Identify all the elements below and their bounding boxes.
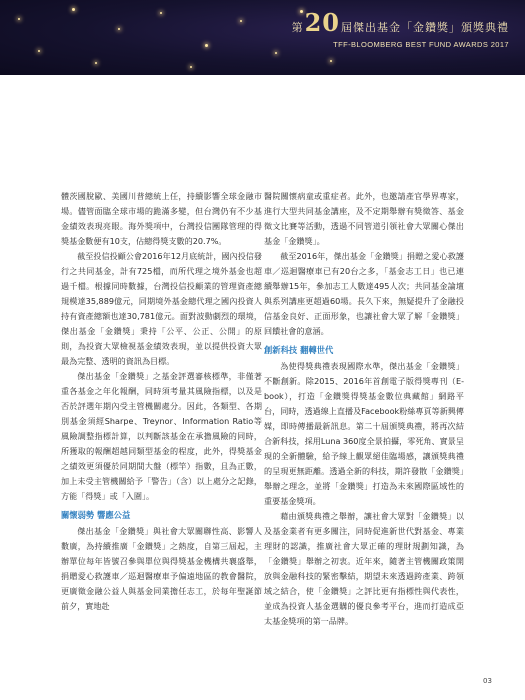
section-heading: 關懷弱勢 響應公益 (61, 510, 131, 520)
title-suffix: 屆傑出基金「金鑽獎」頒獎典禮 (341, 21, 509, 34)
header-banner (0, 0, 525, 75)
section-heading: 創新科技 翻轉世代 (264, 345, 334, 355)
paragraph: 醫院關懷病童或重症者。此外，也邀請產官學界專家，進行大型共同基金講座，及不定期舉辦有獎徵答、基金徵文比賽等活動，透過不同管道引領社會大眾關心傑出基金「金鑽獎」。 (264, 191, 464, 246)
title-prefix: 第 (291, 21, 304, 34)
paragraph: 傑出基金「金鑽獎」之基金評選審核標準，非僅著重各基金之年化報酬，同時須考量其風險指標，以及是否於評選年期內受主管機關處分。因此，各類型、各期別基金須經Sharpe、Treynor、Information Ratio等風險調整指標計算，以判斷該基金在承擔風險的同時，所獲取的報酬超越同類型基金的程度，此外，得獎基金之績效更須優於同期間大盤（標竿）指數，且為正數，加上未受主管機關給予「警告」（含）以上處分之記錄，方能「得獎」或「入圍」。 (61, 371, 262, 501)
award-subtitle: TFF-BLOOMBERG BEST FUND AWARDS 2017 (333, 40, 509, 49)
page-number: 03 (483, 677, 492, 685)
left-column (61, 189, 262, 614)
edition-number: 20 (304, 8, 340, 37)
paragraph: 體茨國脫歐、美國川普總統上任，持續影響全球金融市場。儘管面臨全球市場的跪滿多變，但台灣仍有不少基金績效表現亮眼。海外獎項中，台灣投信團隊管理的得獎基金數便有10支，佔總得獎支數的20.7%。 (61, 191, 262, 246)
paragraph: 截至投信投顧公會2016年12月底統計，國內投信發行之共同基金，計有725檔，而所代理之境外基金也超過千檔。根據同時數據，台灣投信投顧業的管理資產總規模達35,889億元，同期境外基金總代理之國內投資人持有資產總額也達30,781億元。面對波動劇烈的環境，傑出基金「金鑽獎」秉持「公平、公正、公開」的原則，為投資大眾檢視基金績效表現，並以提供投資大眾最為完整、透明的資訊為目標。 (61, 251, 262, 366)
paragraph: 傑出基金「金鑽獎」與社會大眾關聯性高、影響人數廣，為持續推廣「金鑽獎」之熱度，自第三屆起，主辦單位每年皆號召參與單位與得獎基金機構共襄盛舉，捐贈愛心救護車／巡迴醫療車予偏遠地區的教會醫院，更廣徵金融公益人與基金同業擔任志工，於每年聖誕節前夕，實地赴 (61, 526, 262, 611)
paragraph: 截至2016年，傑出基金「金鑽獎」捐贈之愛心救護車／巡迴醫療車已有20台之多，「基金志工日」也已連續舉辦15年，參加志工人數達495人次；共同基金論壇與系列講座更超過60場。長久下來，無疑提升了金融投信基金良好、正面形象，也讓社會大眾了解「金鑽獎」回饋社會的意涵。 (264, 251, 464, 336)
award-title (292, 8, 509, 37)
award-title-block (292, 8, 509, 49)
paragraph: 藉由頒獎典禮之舉辦，讓社會大眾對「金鑽獎」以及基金業者有更多關注，同時促進新世代對基金、專業理財的認識，推廣社會大眾正確的理財規劃知識，為「金鑽獎」舉辦之初衷。近年來，隨著主管機關政策開放與金融科技的緊密擊結，期望未來透過跨產業、跨領域之結合，使「金鑽獎」之評比更有指標性與代表性，並成為投資人基金選購的優良參考平台，進而打造成亞太基金獎項的第一品牌。 (264, 511, 464, 626)
paragraph: 為使得獎典禮表現國際水準，傑出基金「金鑽獎」不斷創新。除2015、2016年首創電子版得獎專刊（E-book），打造「金鑽獎得獎基金數位典藏館」網路平台，同時，透過線上直播及Facebook粉絲專頁等新興傳媒，即時傳播最新訊息。第二十屆頒獎典禮，將再次結合新科技，採用Luna 360度全景拍攝，零死角、實景呈現的全新體驗，給予線上觀眾絕佳臨場感，讓頒獎典禮的呈現更無距離。透過全新的科技，期許發散「金鑽獎」舉辦之理念，並將「金鑽獎」打造為未來國際區域性的重要基金獎項。 (264, 361, 464, 506)
right-column (264, 189, 464, 629)
